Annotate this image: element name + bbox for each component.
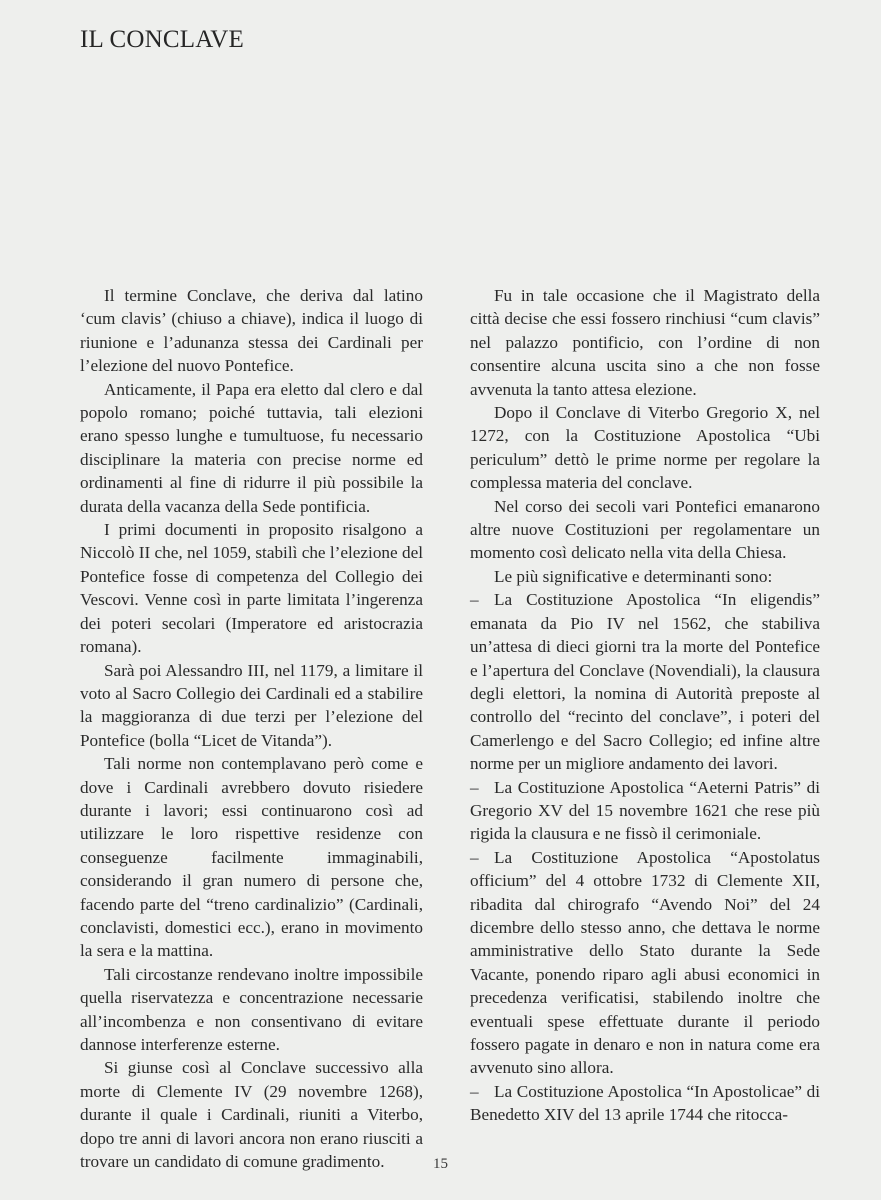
paragraph: Il termine Conclave, che deriva dal latino ‘cum clavis’ (chiuso a chiave), indica il luogo di riunione e l’adunanza stessa dei Cardinali per l’elezione del nuovo Pontefice. <box>80 286 423 376</box>
right-column <box>470 284 820 1127</box>
left-column <box>80 284 423 1173</box>
paragraph: Tali norme non contemplavano però come e dove i Cardinali avrebbero dovuto risiedere durante i lavori; essi continuarono così ad utilizzare le loro rispettive residenze con conseguenze facilmente immaginabili, considerando il gran numero di persone che, facendo parte del “treno cardinalizio” (Cardinali, conclavisti, domestici ecc.), erano in movimento la sera e la mattina. <box>80 754 423 961</box>
list-item-text: La Costituzione Apostolica “Aeterni Patris” di Gregorio XV del 15 novembre 1621 che rese più rigida la clausura e ne fissò il cerimoniale. <box>470 777 820 844</box>
list-item-text: La Costituzione Apostolica “In Apostolicae” di Benedetto XIV del 13 aprile 1744 che ritocca- <box>470 1081 820 1125</box>
paragraph: Fu in tale occasione che il Magistrato della città decise che essi fossero rinchiusi “cum clavis” nel palazzo pontificio, con l’ordine di non consentire alcuna uscita sino a che non fosse avvenuta la tanto attesa elezione. <box>470 286 820 399</box>
dash-bullet: – <box>470 777 479 797</box>
page-number: 15 <box>433 1156 448 1172</box>
paragraph: Nel corso dei secoli vari Pontefici emanarono altre nuove Costituzioni per regolamentare un momento così delicato nella vita della Chiesa. <box>470 496 820 563</box>
paragraph: Dopo il Conclave di Viterbo Gregorio X, nel 1272, con la Costituzione Apostolica “Ubi periculum” dettò le prime norme per regolare la complessa materia del conclave. <box>470 403 820 493</box>
list-item <box>470 846 820 1080</box>
paragraph: Le più significative e determinanti sono: <box>494 566 773 586</box>
dash-bullet: – <box>470 590 479 610</box>
paragraph: Si giunse così al Conclave successivo alla morte di Clemente IV (29 novembre 1268), durante il quale i Cardinali, riuniti a Viterbo, dopo tre anni di lavori ancora non erano riusciti a trovare un candidato di comune gradimento. <box>80 1058 423 1172</box>
paragraph: Sarà poi Alessandro III, nel 1179, a limitare il voto al Sacro Collegio dei Cardinali ed a stabilire la maggioranza di due terzi per l’elezione del Pontefice (bolla “Licet de Vitanda”). <box>80 660 423 750</box>
dash-bullet: – <box>470 847 479 867</box>
list-item <box>470 776 820 846</box>
list-item-text: La Costituzione Apostolica “Apostolatus officium” del 4 ottobre 1732 di Clemente XII, ribadita dal chirografo “Avendo Noi” del 24 dicembre dello stesso anno, che dettava le norme amministrative dello Stato durante la Sede Vacante, ponendo riparo agli abusi economici in precedenza verificatisi, stabilendo inoltre che eventuali spese effettuate durante il periodo fossero pagate in denaro e non in natura come era avvenuto sino allora. <box>470 847 820 1078</box>
page-title: IL CONCLAVE <box>80 26 245 53</box>
paragraph: Anticamente, il Papa era eletto dal clero e dal popolo romano; poiché tuttavia, tali elezioni erano spesso lunghe e tumultuose, fu necessario disciplinare la materia con precise norme ed ordinamenti al fine di ridurre il più possibile la durata della vacanza della Sede pontificia. <box>80 379 423 516</box>
dash-bullet: – <box>470 1081 479 1101</box>
list-item-text: La Costituzione Apostolica “In eligendis” emanata da Pio IV nel 1562, che stabiliva un’attesa di dieci giorni tra la morte del Pontefice e l’apertura del Conclave (Novendiali), la clausura degli elettori, la nomina di Autorità preposte al controllo del “recinto del conclave”, i poteri del Camerlengo e del Sacro Collegio; ed infine altre norme per un migliore andamento dei lavori. <box>470 590 820 774</box>
list-item <box>470 588 820 775</box>
paragraph: Tali circostanze rendevano inoltre impossibile quella riservatezza e concentrazione necessarie all’incombenza e non consentivano di evitare dannose interferenze esterne. <box>80 964 423 1054</box>
paragraph: I primi documenti in proposito risalgono a Niccolò II che, nel 1059, stabilì che l’elezione del Pontefice fosse di competenza del Collegio dei Vescovi. Venne così in parte limitata l’ingerenza dei poteri secolari (Imperatore ed aristocrazia romana). <box>80 520 423 657</box>
list-item <box>470 1080 820 1127</box>
